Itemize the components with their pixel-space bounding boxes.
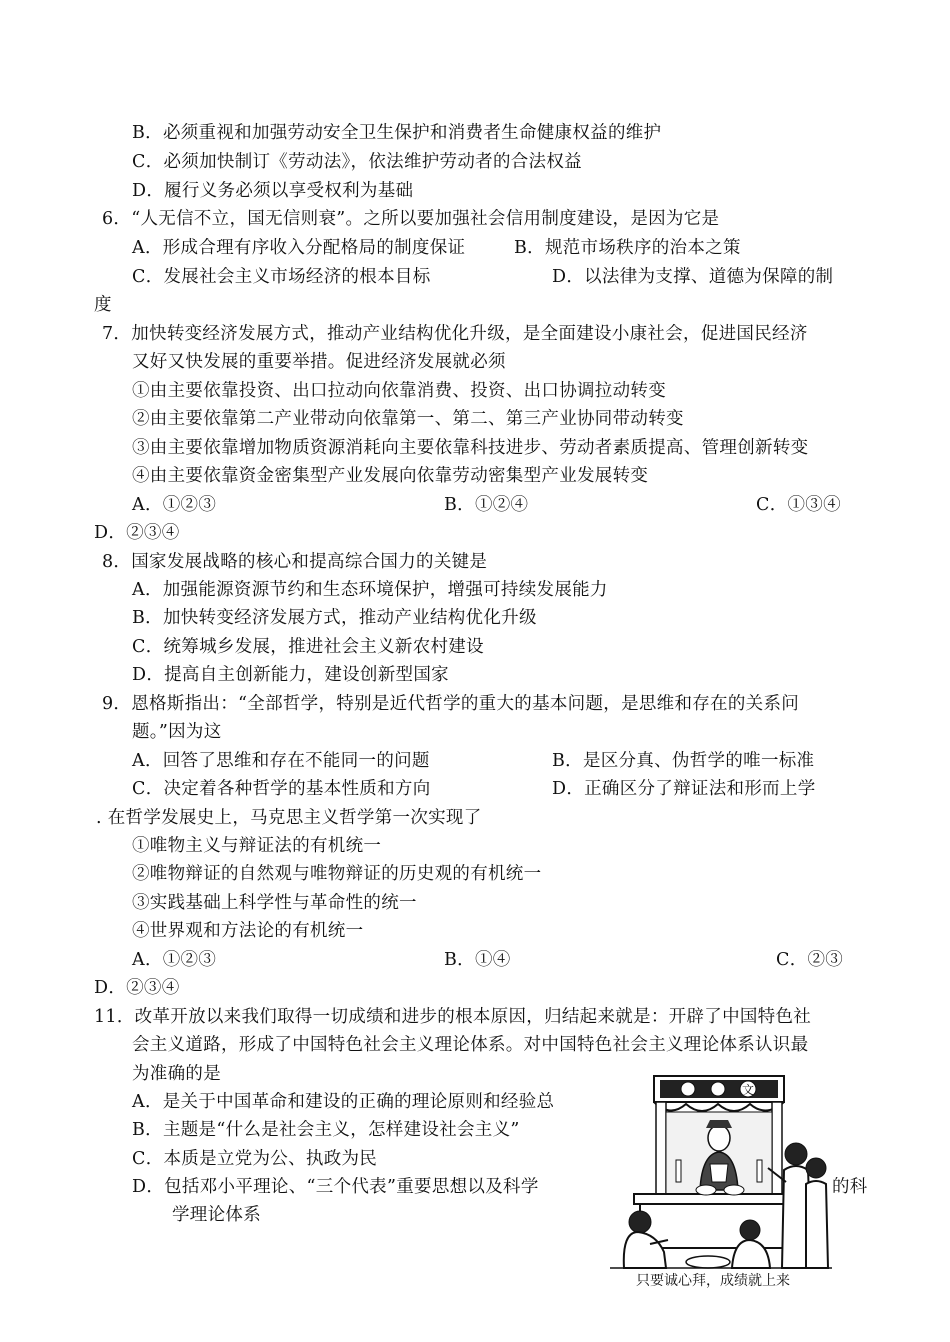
- q11-option-a: A．是关于中国革命和建设的正确的理论原则和经验总: [132, 1092, 555, 1112]
- q9-option-c: C．决定着各种哲学的基本性质和方向: [132, 779, 431, 799]
- shrine-sign: 文: [741, 1083, 755, 1097]
- q10-item-4: ④世界观和方法论的有机统一: [132, 921, 364, 941]
- q11-option-c: C．本质是立党为公、执政为民: [132, 1149, 378, 1169]
- q9-stem-line1: 9．恩格斯指出：“全部哲学，特别是近代哲学的重大的基本问题，是思维和存在的关系问: [102, 694, 800, 714]
- q10-option-b: B．①④: [444, 950, 511, 970]
- q11-stem-line1: 11．改革开放以来我们取得一切成绩和进步的根本原因，归结起来就是：开辟了中国特色社: [94, 1007, 812, 1027]
- q8-option-c: C．统筹城乡发展，推进社会主义新农村建设: [132, 637, 484, 657]
- worship-cartoon: [610, 1072, 832, 1270]
- q6-stem: 6．“人无信不立，国无信则衰”。之所以要加强社会信用制度建设，是因为它是: [102, 209, 720, 229]
- q10-stem: . 在哲学发展史上，马克思主义哲学第一次实现了: [96, 808, 482, 828]
- q5-option-b: B．必须重视和加强劳动安全卫生保护和消费者生命健康权益的维护: [132, 123, 662, 143]
- q7-option-a: A．①②③: [132, 495, 217, 515]
- q6-option-a: A．形成合理有序收入分配格局的制度保证: [132, 238, 466, 258]
- q11-option-d-tail: 的科: [832, 1177, 868, 1197]
- q10-option-d: D．②③④: [94, 978, 180, 998]
- q5-option-d: D．履行义务必须以享受权利为基础: [132, 181, 414, 201]
- q9-stem-line2: 题。”因为这: [132, 722, 222, 742]
- q10-option-c: C．②③: [776, 950, 844, 970]
- q7-stem-line2: 又好又快发展的重要举措。促进经济发展就必须: [132, 352, 506, 372]
- q11-stem-line2: 会主义道路，形成了中国特色社会主义理论体系。对中国特色社会主义理论体系认识最: [132, 1035, 809, 1055]
- q7-stem-line1: 7．加快转变经济发展方式，推动产业结构优化升级，是全面建设小康社会，促进国民经济: [102, 324, 808, 344]
- q9-option-d: D．正确区分了辩证法和形而上学: [552, 779, 816, 799]
- q7-item-3: ③由主要依靠增加物质资源消耗向主要依靠科技进步、劳动者素质提高、管理创新转变: [132, 438, 809, 458]
- q9-option-b: B．是区分真、伪哲学的唯一标准: [552, 751, 815, 771]
- cartoon-drawing: [610, 1072, 832, 1270]
- q8-option-b: B．加快转变经济发展方式，推动产业结构优化升级: [132, 608, 537, 628]
- q9-option-a: A．回答了思维和存在不能同一的问题: [132, 751, 430, 771]
- q11-option-b: B．主题是“什么是社会主义，怎样建设社会主义”: [132, 1120, 520, 1140]
- q6-option-b: B．规范市场秩序的治本之策: [514, 238, 741, 258]
- q11-option-d-wrap: 学理论体系: [172, 1205, 261, 1225]
- q8-option-d: D．提高自主创新能力，建设创新型国家: [132, 665, 449, 685]
- q7-item-2: ②由主要依靠第二产业带动向依靠第一、第二、第三产业协同带动转变: [132, 409, 684, 429]
- cartoon-caption: 只要诚心拜，成绩就上来: [636, 1273, 790, 1289]
- q10-item-1: ①唯物主义与辩证法的有机统一: [132, 836, 382, 856]
- q7-option-c: C．①③④: [756, 495, 841, 515]
- q8-option-a: A．加强能源资源节约和生态环境保护，增强可持续发展能力: [132, 580, 608, 600]
- q8-stem: 8．国家发展战略的核心和提高综合国力的关键是: [102, 552, 488, 572]
- q7-item-4: ④由主要依靠资金密集型产业发展向依靠劳动密集型产业发展转变: [132, 466, 649, 486]
- q5-option-c: C．必须加快制订《劳动法》，依法维护劳动者的合法权益: [132, 152, 582, 172]
- q7-item-1: ①由主要依靠投资、出口拉动向依靠消费、投资、出口协调拉动转变: [132, 381, 666, 401]
- q7-option-d: D．②③④: [94, 523, 180, 543]
- q6-option-d: D．以法律为支撑、道德为保障的制: [552, 267, 834, 287]
- q10-item-3: ③实践基础上科学性与革命性的统一: [132, 893, 417, 913]
- q10-option-a: A．①②③: [132, 950, 217, 970]
- q6-option-c: C．发展社会主义市场经济的根本目标: [132, 267, 431, 287]
- q11-stem-line3: 为准确的是: [132, 1064, 221, 1084]
- q7-option-b: B．①②④: [444, 495, 529, 515]
- q6-option-d-wrap: 度: [94, 295, 112, 315]
- q11-option-d: D．包括邓小平理论、“三个代表”重要思想以及科学: [132, 1177, 539, 1197]
- q10-item-2: ②唯物辩证的自然观与唯物辩证的历史观的有机统一: [132, 864, 542, 884]
